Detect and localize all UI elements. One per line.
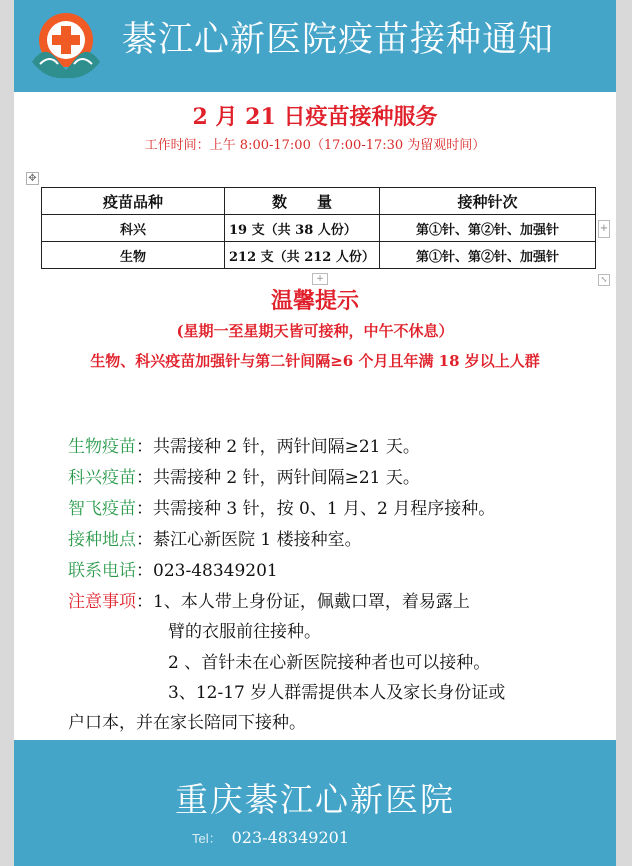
info-line-shengwu — [68, 432, 420, 457]
tips-line-1: (星期一至星期天皆可接种，中午不休息） — [176, 322, 454, 340]
vaccine-table — [41, 187, 596, 269]
add-row-icon[interactable]: + — [312, 273, 328, 285]
service-title: 2 月 21 日疫苗接种服务 — [192, 104, 438, 130]
info-label: 注意事项 — [68, 592, 136, 612]
info-label: 科兴疫苗 — [68, 468, 136, 488]
info-text: ：共需接种 2 针，两针间隔≥21 天。 — [136, 468, 420, 488]
footer-phone — [192, 828, 349, 847]
table-cell: 第①针、第②针、加强针 — [380, 215, 596, 242]
footer-banner — [14, 740, 616, 866]
info-line-kexing — [68, 463, 420, 488]
info-line-zhifei — [68, 494, 495, 519]
info-line-note1b: 臂的衣服前往接种。 — [168, 622, 321, 642]
table-cell: 19 支（共 38 人份） — [225, 215, 380, 242]
table-header-cell: 接种针次 — [380, 188, 596, 215]
info-line-note2: 2 、首针未在心新医院接种者也可以接种。 — [168, 653, 491, 673]
work-time-text: 工作时间：上午 8:00-17:00（17:00-17:30 为留观时间） — [144, 138, 486, 153]
table-header-row — [42, 188, 596, 215]
table-header-cell: 数 量 — [225, 188, 380, 215]
info-text: ：綦江心新医院 1 楼接种室。 — [136, 530, 362, 550]
info-line-note3a: 3、12-17 岁人群需提供本人及家长身份证或 — [168, 683, 506, 703]
tips-title: 温馨提示 — [270, 288, 359, 314]
info-line-notes — [68, 587, 470, 612]
table-row — [42, 215, 596, 242]
footer-tel-value: 023-48349201 — [231, 828, 350, 847]
tips-line-2: 生物、科兴疫苗加强针与第二针间隔≥6 个月且年满 18 岁以上人群 — [90, 352, 540, 370]
table-move-icon[interactable]: ✥ — [26, 172, 39, 185]
header-title: 綦江心新医院疫苗接种通知 — [122, 20, 555, 60]
table-header-cell: 疫苗品种 — [42, 188, 225, 215]
footer-tel-label: Tel： — [192, 831, 222, 846]
table-row — [42, 242, 596, 269]
info-text: ：共需接种 3 针，按 0、1 月、2 月程序接种。 — [136, 499, 496, 519]
table-resize-icon[interactable]: ⤡ — [598, 274, 610, 286]
info-label: 生物疫苗 — [68, 437, 136, 457]
table-cell: 科兴 — [42, 215, 225, 242]
info-label: 接种地点 — [68, 530, 136, 550]
info-label: 联系电话 — [68, 561, 136, 581]
info-line-place — [68, 525, 362, 550]
info-line-phone — [68, 556, 278, 581]
table-cell: 212 支（共 212 人份） — [225, 242, 380, 269]
table-cell: 生物 — [42, 242, 225, 269]
add-column-icon[interactable]: + — [598, 220, 610, 238]
document-page — [14, 0, 616, 866]
info-line-note3b: 户口本，并在家长陪同下接种。 — [68, 713, 306, 733]
info-text: ：共需接种 2 针，两针间隔≥21 天。 — [136, 437, 420, 457]
hospital-logo-icon — [26, 4, 106, 84]
info-text: ：1、本人带上身份证，佩戴口罩，着易露上 — [136, 592, 470, 612]
footer-title: 重庆綦江心新医院 — [175, 780, 455, 819]
info-label: 智飞疫苗 — [68, 499, 136, 519]
table-cell: 第①针、第②针、加强针 — [380, 242, 596, 269]
header-banner — [14, 0, 616, 92]
info-text: ：023-48349201 — [136, 561, 278, 581]
